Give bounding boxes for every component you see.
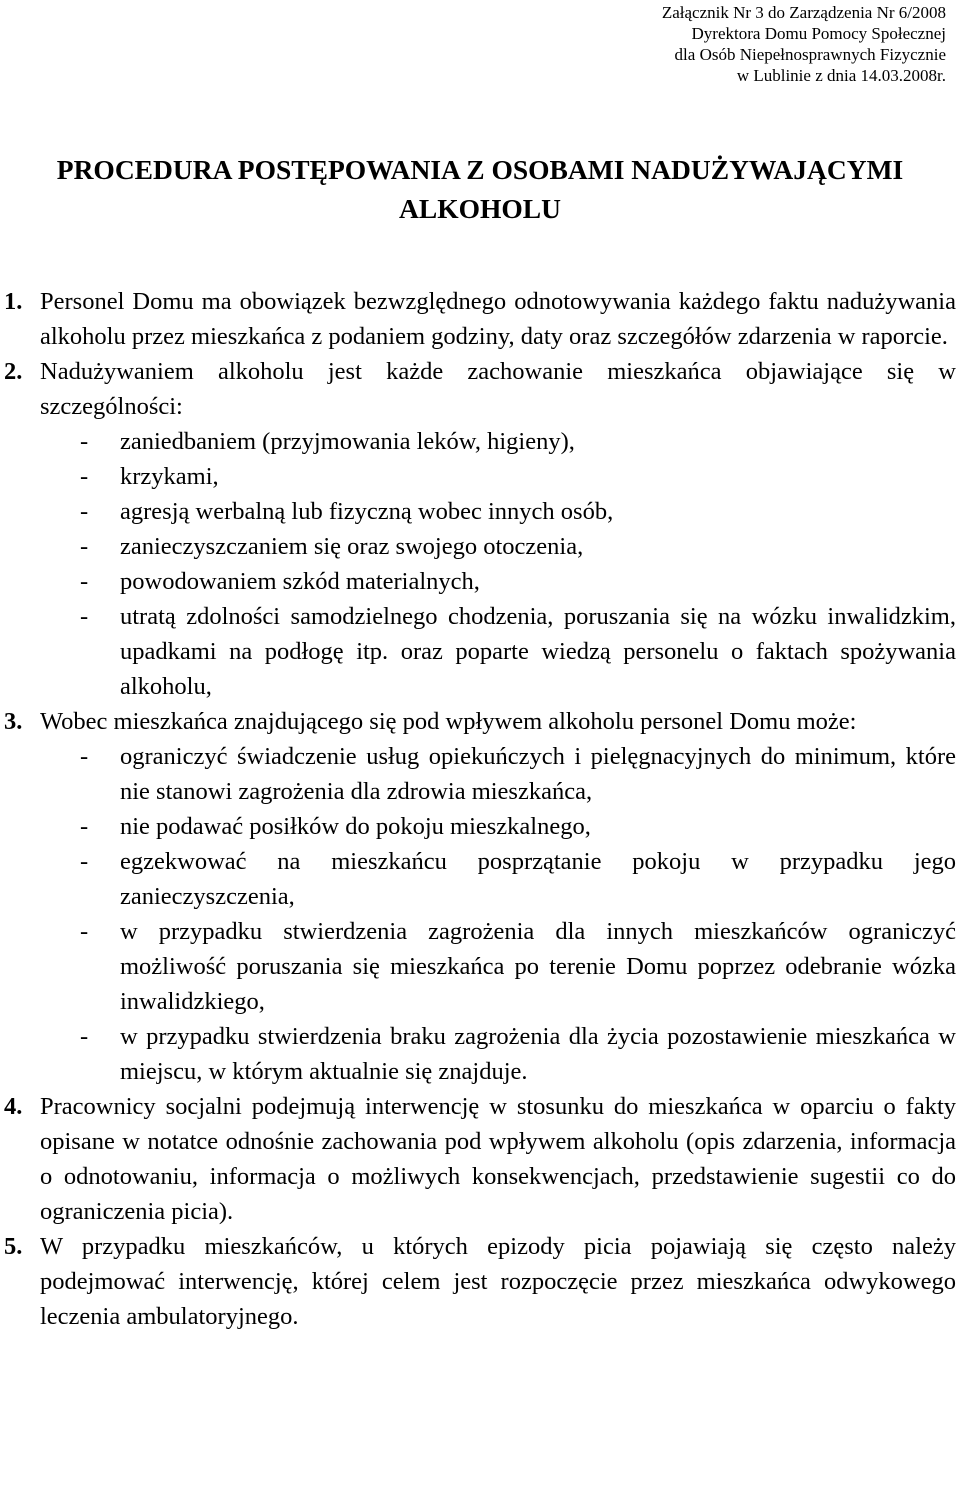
dash-marker: -: [80, 498, 89, 525]
bullet-item: [4, 494, 956, 529]
item-number: 1.: [4, 288, 23, 315]
bullet-item: [4, 739, 956, 809]
item-text: Wobec mieszkańca znajdującego się pod wpływem alkoholu personel Domu może:: [40, 708, 857, 735]
bullet-text: powodowaniem szkód materialnych,: [120, 568, 480, 595]
bullet-text: zaniedbaniem (przyjmowania leków, higieny),: [120, 428, 575, 455]
bullet-item: [4, 564, 956, 599]
title-line-2: ALKOHOLU: [399, 193, 561, 224]
item-text: W przypadku mieszkańców, u których epizody picia pojawiają się często należy podejmować interwencję, której celem jest rozpoczęcie przez mieszkańca odwykowego leczenia ambulatoryjnego.: [40, 1233, 956, 1330]
item-number: 4.: [4, 1093, 23, 1120]
bullet-text: ograniczyć świadczenie usług opiekuńczych i pielęgnacyjnych do minimum, które nie stanowi zagrożenia dla zdrowia mieszkańca,: [120, 743, 956, 805]
bullet-text: krzykami,: [120, 463, 219, 490]
dash-marker: -: [80, 813, 89, 840]
document-title: [0, 150, 960, 228]
bullet-item: [4, 529, 956, 564]
dash-marker: -: [80, 568, 89, 595]
bullet-item: [4, 424, 956, 459]
item-text: Personel Domu ma obowiązek bezwzględnego odnotowywania każdego faktu nadużywania alkoholu przez mieszkańca z podaniem godziny, daty oraz szczegółów zdarzenia w raporcie.: [40, 288, 956, 350]
item-text: Nadużywaniem alkoholu jest każde zachowanie mieszkańca objawiające się w szczególności:: [40, 358, 956, 420]
dash-marker: -: [80, 918, 89, 945]
bullet-item: [4, 599, 956, 704]
dash-marker: -: [80, 463, 89, 490]
procedure-item-4: [4, 1089, 956, 1229]
bullet-text: utratą zdolności samodzielnego chodzenia, poruszania się na wózku inwalidzkim, upadkami na podłogę itp. oraz poparte wiedzą personelu o faktach spożywania alkoholu,: [120, 603, 956, 700]
title-line-1: PROCEDURA POSTĘPOWANIA Z OSOBAMI NADUŻYWAJĄCYMI: [56, 154, 904, 185]
item-number: 2.: [4, 358, 23, 385]
bullet-text: zanieczyszczaniem się oraz swojego otoczenia,: [120, 533, 584, 560]
attachment-header: [526, 2, 946, 86]
dash-marker: -: [80, 743, 89, 770]
item-number: 5.: [4, 1233, 23, 1260]
dash-marker: -: [80, 533, 89, 560]
dash-marker: -: [80, 1023, 89, 1050]
header-line: w Lublinie z dnia 14.03.2008r.: [736, 66, 946, 85]
bullet-text: w przypadku stwierdzenia braku zagrożenia dla życia pozostawienie mieszkańca w miejscu, w którym aktualnie się znajduje.: [120, 1023, 956, 1085]
dash-marker: -: [80, 848, 89, 875]
bullet-item: [4, 844, 956, 914]
bullet-item: [4, 1019, 956, 1089]
bullet-item: [4, 914, 956, 1019]
procedure-item-3: [4, 704, 956, 739]
procedure-item-1: [4, 284, 956, 354]
bullet-item: [4, 459, 956, 494]
procedure-item-2: [4, 354, 956, 424]
dash-marker: -: [80, 603, 89, 630]
item-text: Pracownicy socjalni podejmują interwencję w stosunku do mieszkańca w oparciu o fakty opisane w notatce odnośnie zachowania pod wpływem alkoholu (opis zdarzenia, informacja o odnotowaniu, informacja o możliwych konsekwencjach, przedstawienie sugestii co do ograniczenia picia).: [40, 1093, 956, 1225]
bullet-item: [4, 809, 956, 844]
item-number: 3.: [4, 708, 23, 735]
procedure-list: [4, 284, 956, 1334]
procedure-item-5: [4, 1229, 956, 1334]
bullet-text: nie podawać posiłków do pokoju mieszkalnego,: [120, 813, 591, 840]
header-line: dla Osób Niepełnosprawnych Fizycznie: [674, 45, 946, 64]
bullet-text: agresją werbalną lub fizyczną wobec innych osób,: [120, 498, 614, 525]
bullet-text: w przypadku stwierdzenia zagrożenia dla innych mieszkańców ograniczyć możliwość poruszania się mieszkańca po terenie Domu poprzez odebranie wózka inwalidzkiego,: [120, 918, 956, 1015]
header-line: Załącznik Nr 3 do Zarządzenia Nr 6/2008: [661, 3, 946, 22]
header-line: Dyrektora Domu Pomocy Społecznej: [691, 24, 946, 43]
dash-marker: -: [80, 428, 89, 455]
bullet-text: egzekwować na mieszkańcu posprzątanie pokoju w przypadku jego zanieczyszczenia,: [120, 848, 956, 910]
